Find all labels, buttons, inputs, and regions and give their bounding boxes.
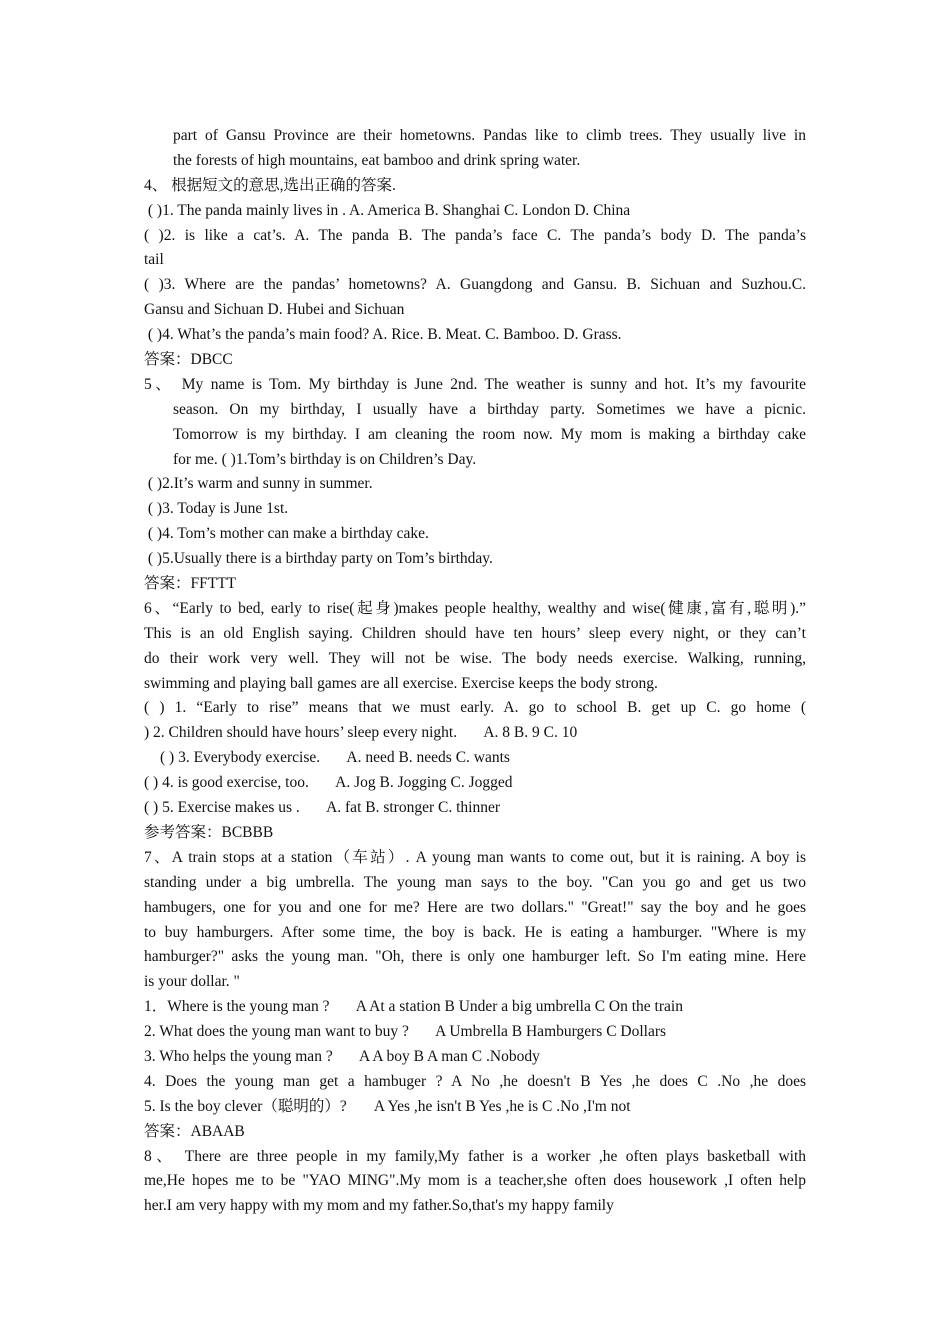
text-line: ( ) 1. “Early to rise” means that we must early. A. go to school B. get up C. go home ( — [144, 699, 806, 717]
text-line: hambugers, one for you and one for me? Here are two dollars." "Great!" say the boy and he goes — [144, 898, 806, 916]
text-line: ( )5.Usually there is a birthday party on Tom’s birthday. — [144, 550, 493, 568]
text-line: 2. What does the young man want to buy ? A Umbrella B Hamburgers C Dollars — [144, 1023, 667, 1041]
text-line: tail — [144, 251, 164, 269]
text-line: ( )4. Tom’s mother can make a birthday cake. — [144, 525, 429, 543]
text-line: 6、“Early to bed, early to rise(起身)makes people healthy, wealthy and wise(健康,富有,聪明).” — [144, 599, 806, 617]
text-line: 7、A train stops at a station（车站）. A young man wants to come out, but it is raining. A boy is — [144, 848, 806, 866]
text-line: ( )3. Where are the pandas’ hometowns? A. Guangdong and Gansu. B. Sichuan and Suzhou.C. — [144, 276, 806, 294]
document-page — [144, 124, 806, 1219]
text-line: 8、 There are three people in my family,My father is a worker ,he often plays basketball with — [144, 1147, 806, 1165]
text-line: 5、 My name is Tom. My birthday is June 2nd. The weather is sunny and hot. It’s my favourite — [144, 375, 806, 393]
text-line: 4. Does the young man get a hambuger ? A No ,he doesn't B Yes ,he does C .No ,he does — [144, 1072, 806, 1090]
text-line: standing under a big umbrella. The young man says to the boy. "Can you go and get us two — [144, 873, 806, 891]
text-line: me,He hopes me to be "YAO MING".My mom is a teacher,she often does housework ,I often help — [144, 1172, 806, 1190]
text-line: 4、 根据短文的意思,选出正确的答案. — [144, 176, 396, 194]
text-line: Gansu and Sichuan D. Hubei and Sichuan — [144, 301, 405, 319]
text-line: swimming and playing ball games are all exercise. Exercise keeps the body strong. — [144, 674, 658, 692]
text-line: 答案：DBCC — [144, 351, 233, 369]
text-line: season. On my birthday, I usually have a birthday party. Sometimes we have a picnic. — [173, 400, 806, 418]
text-line: hamburger?" asks the young man. "Oh, there is only one hamburger left. So I'm eating mine. Here — [144, 948, 806, 966]
text-line: ) 2. Children should have hours’ sleep every night. A. 8 B. 9 C. 10 — [144, 724, 578, 742]
text-line: the forests of high mountains, eat bamboo and drink spring water. — [173, 151, 581, 169]
text-line: ( )4. What’s the panda’s main food? A. Rice. B. Meat. C. Bamboo. D. Grass. — [144, 326, 622, 344]
text-line: 1．Where is the young man ? A At a station B Under a big umbrella C On the train — [144, 998, 683, 1016]
text-line: 5. Is the boy clever（聪明的）? A Yes ,he isn't B Yes ,he is C .No ,I'm not — [144, 1097, 631, 1115]
text-line: 3. Who helps the young man ? A A boy B A man C .Nobody — [144, 1047, 540, 1065]
text-line: to buy hamburgers. After some time, the boy is back. He is eating a hamburger. "Where is my — [144, 923, 806, 941]
text-line: 答案：ABAAB — [144, 1122, 245, 1140]
text-line: ( ) 3. Everybody exercise. A. need B. needs C. wants — [160, 749, 510, 767]
text-line: 答案：FFTTT — [144, 575, 237, 593]
text-line: is your dollar. " — [144, 973, 240, 991]
text-line: ( )2.It’s warm and sunny in summer. — [144, 475, 373, 493]
text-line: This is an old English saying. Children should have ten hours’ sleep every night, or they can’t — [144, 624, 806, 642]
text-line: 参考答案：BCBBB — [144, 823, 274, 841]
text-line: ( )3. Today is June 1st. — [144, 500, 289, 518]
text-line: Tomorrow is my birthday. I am cleaning the room now. My mom is making a birthday cake — [173, 425, 806, 443]
text-line: ( )1. The panda mainly lives in . A. America B. Shanghai C. London D. China — [144, 201, 631, 219]
text-line: for me. ( )1.Tom’s birthday is on Children’s Day. — [173, 450, 477, 468]
text-line: do their work very well. They will not be wise. The body needs exercise. Walking, running, — [144, 649, 806, 667]
text-line: ( )2. is like a cat’s. A. The panda B. The panda’s face C. The panda’s body D. The panda’s — [144, 226, 806, 244]
text-line: part of Gansu Province are their hometowns. Pandas like to climb trees. They usually live in — [173, 127, 806, 144]
text-line: ( ) 4. is good exercise, too. A. Jog B. Jogging C. Jogged — [144, 774, 513, 792]
text-line: her.I am very happy with my mom and my father.So,that's my happy family — [144, 1197, 614, 1215]
text-line: ( ) 5. Exercise makes us . A. fat B. stronger C. thinner — [144, 799, 500, 817]
